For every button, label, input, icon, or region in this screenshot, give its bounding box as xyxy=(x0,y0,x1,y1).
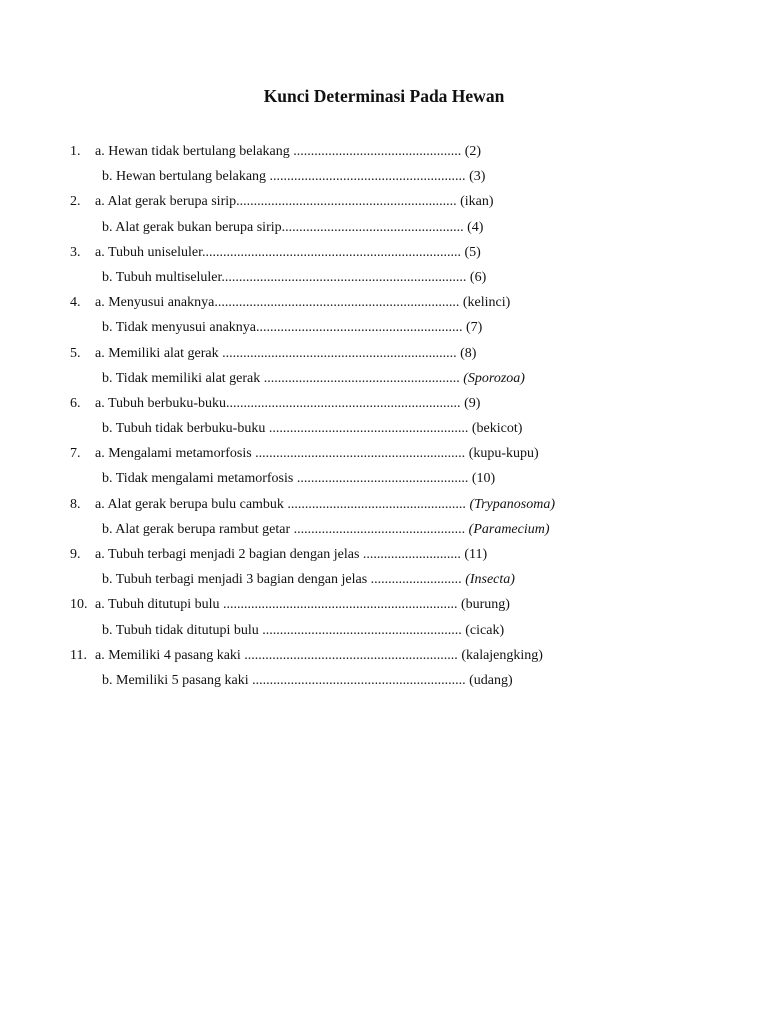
entry-body xyxy=(102,670,513,692)
entry-result: (Sporozoa) xyxy=(463,370,525,386)
entry-result: (11) xyxy=(464,547,488,562)
entry-result: (8) xyxy=(460,345,477,361)
entry-result: (Trypanosoma) xyxy=(469,496,555,512)
entry-number: 3. xyxy=(70,244,81,260)
entry-number: 10. xyxy=(70,597,88,613)
key-entry xyxy=(0,166,768,191)
entry-text: b. Tubuh tidak berbuku-buku ......................................................... xyxy=(102,421,472,437)
key-entry xyxy=(0,569,768,594)
entry-result: (9) xyxy=(464,395,481,411)
key-entry xyxy=(0,519,768,544)
entry-body xyxy=(102,368,525,390)
entry-body xyxy=(95,393,480,415)
key-entry xyxy=(0,393,768,418)
page-title: Kunci Determinasi Pada Hewan xyxy=(263,86,505,106)
entry-text: a. Memiliki 4 pasang kaki ............................................................. xyxy=(95,647,462,663)
entry-text: b. Alat gerak berupa rambut getar ................................................. xyxy=(102,521,469,537)
entry-text: b. Tidak memiliki alat gerak ........................................................ xyxy=(102,370,464,386)
entry-result: (7) xyxy=(466,320,483,336)
entry-number: 6. xyxy=(70,395,81,411)
key-entry xyxy=(0,292,768,317)
entry-result: (ikan) xyxy=(460,194,494,210)
entry-body xyxy=(95,242,481,264)
entry-result: (kalajengking) xyxy=(461,647,543,663)
entry-body xyxy=(95,594,510,616)
entry-body xyxy=(95,191,494,213)
entry-number: 2. xyxy=(70,194,81,210)
entry-body xyxy=(95,645,543,667)
entry-body xyxy=(102,317,482,339)
key-entry xyxy=(0,443,768,468)
entry-result: (kelinci) xyxy=(462,295,511,311)
key-entry xyxy=(0,267,768,292)
entry-result: (6) xyxy=(469,269,487,285)
entry-text: a. Tubuh terbagi menjadi 2 bagian dengan jelas ............................ xyxy=(95,547,465,562)
key-entry xyxy=(0,494,768,519)
entry-text: a. Tubuh berbuku-buku................................................................... xyxy=(95,395,465,411)
entry-text: b. Hewan bertulang belakang ........................................................ xyxy=(102,169,470,185)
entry-body xyxy=(102,519,550,541)
entry-result: (Paramecium) xyxy=(468,521,550,537)
entry-text: b. Memiliki 5 pasang kaki ............................................................. xyxy=(102,672,470,688)
entry-text: a. Hewan tidak bertulang belakang ................................................ xyxy=(95,144,465,159)
entry-number: 5. xyxy=(70,345,81,361)
entry-number: 8. xyxy=(70,496,81,512)
key-entry xyxy=(0,594,768,619)
key-entry xyxy=(0,670,768,695)
key-entry xyxy=(0,418,768,443)
entry-body xyxy=(102,267,486,289)
entry-result: (cicak) xyxy=(465,622,505,638)
entry-body xyxy=(95,544,487,566)
entry-body xyxy=(95,494,555,516)
entry-body xyxy=(102,217,483,239)
entry-text: b. Alat gerak bukan berupa sirip.................................................... xyxy=(102,219,468,235)
entry-result: (4) xyxy=(467,219,484,235)
entry-result: (5) xyxy=(464,244,481,260)
entry-number: 11. xyxy=(70,647,87,663)
key-entry xyxy=(0,317,768,342)
entry-text: a. Tubuh ditutupi bulu ................................................................... xyxy=(95,597,461,613)
entry-result: (udang) xyxy=(469,672,513,688)
entry-body xyxy=(95,292,510,314)
entry-text: a. Tubuh uniseluler.......................................................................... xyxy=(95,244,465,260)
entry-number: 1. xyxy=(70,144,81,159)
entry-text: b. Tidak mengalami metamorfosis ................................................. xyxy=(102,471,472,487)
entry-result: (3) xyxy=(469,169,486,185)
entry-text: a. Alat gerak berupa bulu cambuk ................................................... xyxy=(95,496,470,512)
entry-text: b. Tubuh tidak ditutupi bulu ......................................................... xyxy=(102,622,466,638)
entry-body xyxy=(102,620,504,642)
key-entry xyxy=(0,343,768,368)
entry-body xyxy=(95,343,476,365)
key-entry xyxy=(0,645,768,670)
key-entry xyxy=(0,544,768,569)
entry-number: 4. xyxy=(70,295,81,311)
entry-text: b. Tubuh terbagi menjadi 3 bagian dengan jelas .......................... xyxy=(102,572,466,588)
determination-key-list xyxy=(0,141,768,695)
key-entry xyxy=(0,468,768,493)
key-entry xyxy=(0,191,768,216)
entry-body xyxy=(102,166,485,188)
entry-text: b. Tidak menyusui anaknya........................................................... xyxy=(102,320,466,336)
entry-result: (bekicot) xyxy=(471,421,523,437)
entry-body xyxy=(102,418,522,440)
entry-text: a. Memiliki alat gerak ................................................................... xyxy=(95,345,461,361)
entry-result: (Insecta) xyxy=(465,572,515,588)
entry-body xyxy=(102,468,495,490)
key-entry xyxy=(0,620,768,645)
entry-text: b. Tubuh multiseluler...................................................................... xyxy=(102,269,470,285)
entry-number: 9. xyxy=(70,547,81,562)
entry-body xyxy=(95,141,481,163)
key-entry xyxy=(0,217,768,242)
entry-text: a. Menyusui anaknya...................................................................... xyxy=(95,295,463,311)
key-entry xyxy=(0,368,768,393)
entry-body xyxy=(95,443,539,465)
entry-text: a. Alat gerak berupa sirip............................................................... xyxy=(95,194,461,210)
key-entry xyxy=(0,141,768,166)
entry-result: (burung) xyxy=(460,597,510,613)
entry-number: 7. xyxy=(70,446,81,462)
entry-result: (10) xyxy=(471,471,496,487)
entry-result: (kupu-kupu) xyxy=(468,446,539,462)
entry-text: a. Mengalami metamorfosis ............................................................ xyxy=(95,446,469,462)
key-entry xyxy=(0,242,768,267)
entry-body xyxy=(102,569,515,591)
entry-result: (2) xyxy=(464,144,482,159)
